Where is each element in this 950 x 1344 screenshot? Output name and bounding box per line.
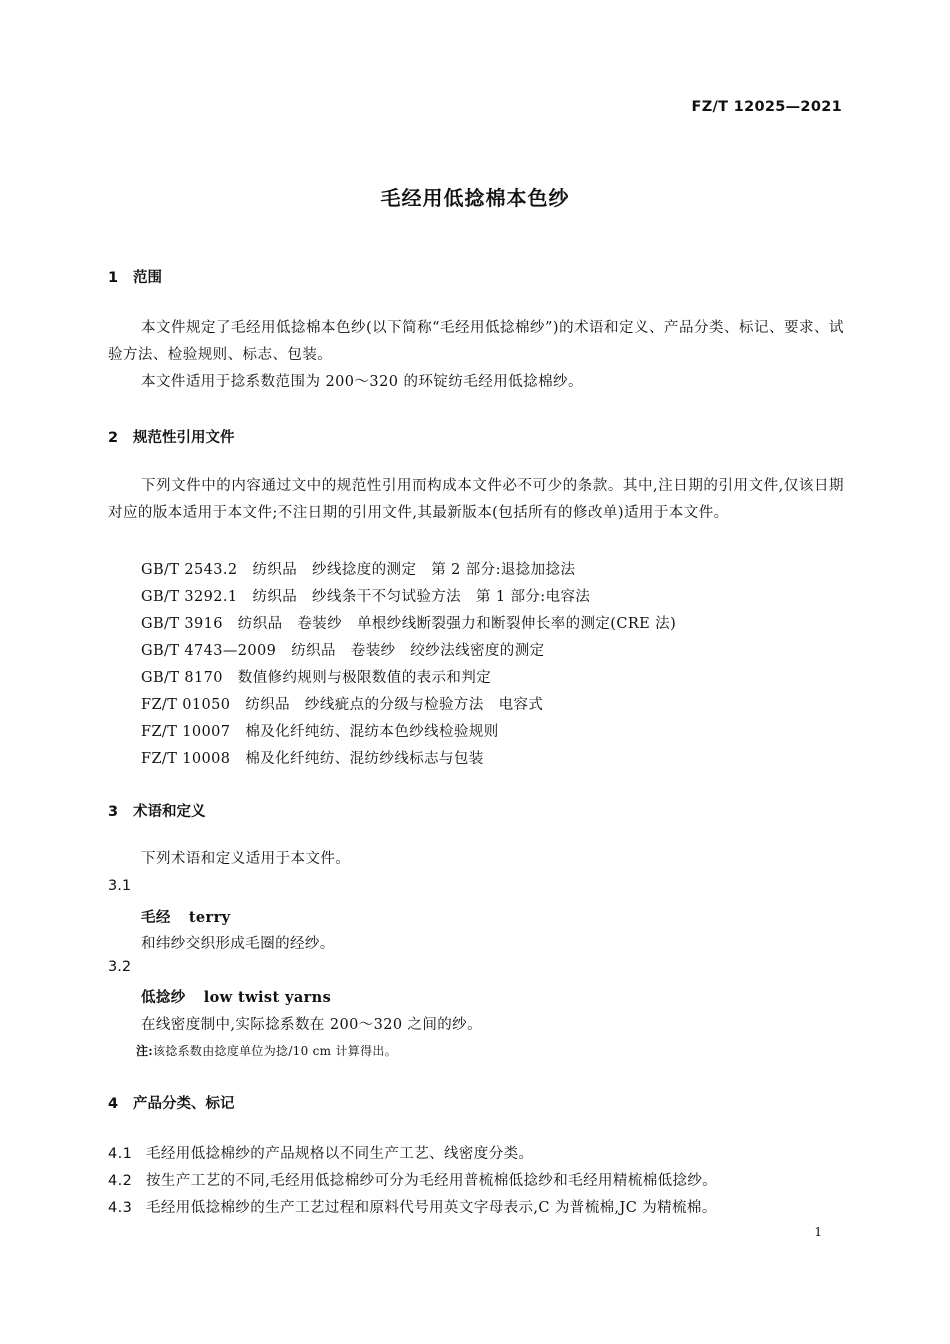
standard-code: FZ/T 12025—2021 (691, 99, 842, 115)
section-3-number: 3 (108, 804, 119, 820)
section-2-title: 规范性引用文件 (133, 430, 235, 446)
document-title: 毛经用低捻棉本色纱 (380, 186, 570, 210)
section-3-title: 术语和定义 (133, 804, 206, 820)
clause (108, 1169, 717, 1190)
clause-number: 4.3 (108, 1200, 133, 1216)
reference-item: GB/T 4743—2009 纺织品 卷装纱 绞纱法线密度的测定 (141, 643, 545, 659)
reference-item: GB/T 8170 数值修约规则与极限数值的表示和判定 (141, 670, 492, 686)
section-1-heading (108, 266, 162, 287)
term-heading (141, 986, 331, 1007)
term-number: 3.2 (108, 959, 132, 975)
clause (108, 1196, 717, 1217)
section-1-number: 1 (108, 270, 119, 286)
section-1-title: 范围 (133, 270, 162, 286)
term-definition: 在线密度制中,实际捻系数在 200～320 之间的纱。 (141, 1017, 482, 1033)
reference-item: GB/T 2543.2 纺织品 纱线捻度的测定 第 2 部分:退捻加捻法 (141, 562, 576, 578)
note-label: 注: (136, 1044, 154, 1058)
clause (108, 1142, 533, 1163)
reference-item: FZ/T 10007 棉及化纤纯纺、混纺本色纱线检验规则 (141, 724, 499, 740)
term-definition: 和纬纱交织形成毛圈的经纱。 (141, 936, 335, 952)
section-3-heading (108, 800, 206, 821)
section-4-title: 产品分类、标记 (133, 1096, 235, 1112)
term-english: low twist yarns (203, 989, 332, 1006)
section-2-intro: 下列文件中的内容通过文中的规范性引用而构成本文件必不可少的条款。其中,注日期的引用文件,仅该日期对应的版本适用于本文件;不注日期的引用文件,其最新版本(包括所有的修改单)适用于本文件。 (108, 478, 844, 521)
section-3-intro: 下列术语和定义适用于本文件。 (141, 851, 351, 867)
clause-number: 4.1 (108, 1146, 133, 1162)
term-number: 3.1 (108, 878, 132, 894)
reference-item: GB/T 3916 纺织品 卷装纱 单根纱线断裂强力和断裂伸长率的测定(CRE 法) (141, 616, 677, 632)
clause-number: 4.2 (108, 1173, 133, 1189)
note (136, 1042, 397, 1059)
section-2-heading (108, 426, 235, 447)
term-heading (141, 906, 230, 927)
clause-text: 毛经用低捻棉纱的产品规格以不同生产工艺、线密度分类。 (146, 1146, 534, 1162)
clause-text: 按生产工艺的不同,毛经用低捻棉纱可分为毛经用普梳棉低捻纱和毛经用精梳棉低捻纱。 (146, 1173, 718, 1189)
note-text: 该捻系数由捻度单位为捻/10 cm 计算得出。 (153, 1044, 397, 1058)
clause-text: 毛经用低捻棉纱的生产工艺过程和原料代号用英文字母表示,C 为普梳棉,JC 为精梳棉。 (146, 1200, 717, 1216)
reference-item: GB/T 3292.1 纺织品 纱线条干不匀试验方法 第 1 部分:电容法 (141, 589, 591, 605)
section-1-paragraph-2: 本文件适用于捻系数范围为 200～320 的环锭纺毛经用低捻棉纱。 (141, 374, 583, 390)
section-4-number: 4 (108, 1096, 119, 1112)
section-2-number: 2 (108, 430, 119, 446)
reference-item: FZ/T 10008 棉及化纤纯纺、混纺纱线标志与包装 (141, 751, 484, 767)
section-4-heading (108, 1092, 235, 1113)
section-1-paragraph-1: 本文件规定了毛经用低捻棉本色纱(以下简称“毛经用低捻棉纱”)的术语和定义、产品分类、标记、要求、试验方法、检验规则、标志、包装。 (108, 320, 844, 363)
reference-item: FZ/T 01050 纺织品 纱线疵点的分级与检验方法 电容式 (141, 697, 544, 713)
term-english: terry (188, 909, 231, 926)
term-chinese: 毛经 (141, 909, 171, 926)
term-chinese: 低捻纱 (141, 989, 186, 1006)
page-number: 1 (814, 1225, 822, 1239)
